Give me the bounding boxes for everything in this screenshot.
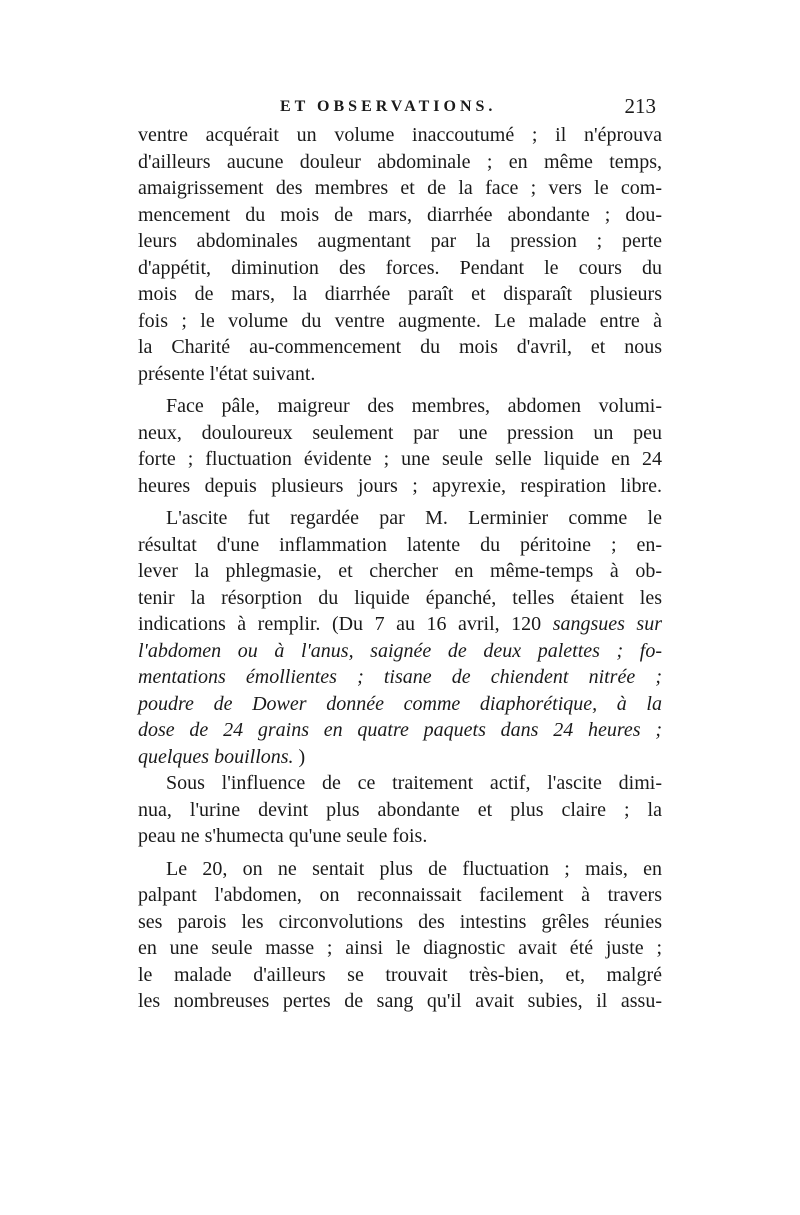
- text-line: l'abdomen ou à l'anus, saignée de deux palettes ; fo-: [138, 639, 662, 662]
- text-line: [138, 744, 662, 771]
- text-line: mentations émollientes ; tisane de chiendent nitrée ;: [138, 666, 662, 688]
- paragraph: [138, 856, 662, 1015]
- italic-span: sangsues sur: [552, 613, 662, 635]
- text-line: forte ; fluctuation évidente ; une seule selle liquide en 24: [138, 448, 662, 470]
- text-line: Sous l'influence de ce traitement actif, l'ascite dimi-: [166, 772, 662, 794]
- paragraph: [138, 505, 662, 770]
- italic-span: quelques bouillons.: [138, 745, 294, 768]
- text-line: tenir la résorption du liquide épanché, telles étaient les: [138, 586, 662, 609]
- text-line: palpant l'abdomen, on reconnaissait facilement à travers: [138, 884, 662, 906]
- text-line: en une seule masse ; ainsi le diagnostic avait été juste ;: [138, 937, 662, 959]
- text-line: Face pâle, maigreur des membres, abdomen volumi-: [166, 395, 662, 417]
- text-span: ): [293, 745, 306, 768]
- paragraph: [138, 770, 662, 850]
- text-line: mencement du mois de mars, diarrhée abondante ; dou-: [138, 203, 662, 226]
- text-line: les nombreuses pertes de sang qu'il avait subies, il assu-: [138, 990, 662, 1012]
- text-line: amaigrissement des membres et de la face ; vers le com-: [138, 177, 662, 199]
- paragraph: [138, 393, 662, 499]
- paragraph: [138, 122, 662, 387]
- text-span: indications à remplir. (Du 7 au 16 avril, 120: [138, 613, 553, 635]
- text-line: mois de mars, la diarrhée paraît et disparaît plusieurs: [138, 283, 662, 305]
- text-line: poudre de Dower donnée comme diaphorétique, à la: [138, 692, 662, 715]
- text-line: lever la phlegmasie, et chercher en même-temps à ob-: [138, 560, 662, 582]
- page-number: 213: [624, 94, 656, 118]
- text-line: d'ailleurs aucune douleur abdominale ; en même temps,: [138, 150, 662, 173]
- text-line: la Charité au-commencement du mois d'avril, et nous: [138, 336, 662, 358]
- text-line: dose de 24 grains en quatre paquets dans 24 heures ;: [138, 719, 662, 741]
- page-header: [170, 92, 660, 122]
- text-line: heures depuis plusieurs jours ; apyrexie, respiration libre.: [138, 474, 662, 497]
- text-line: peau ne s'humecta qu'une seule fois.: [138, 825, 428, 847]
- text-line: [138, 611, 662, 638]
- text-line: leurs abdominales augmentant par la pression ; perte: [138, 230, 662, 252]
- text-line: ses parois les circonvolutions des intestins grêles réunies: [138, 910, 662, 933]
- body-text: [138, 122, 662, 1015]
- text-line: présente l'état suivant.: [138, 362, 316, 385]
- text-line: résultat d'une inflammation latente du péritoine ; en-: [138, 533, 662, 556]
- text-line: L'ascite fut regardée par M. Lerminier comme le: [166, 507, 662, 529]
- running-head: ET OBSERVATIONS.: [280, 98, 497, 115]
- text-line: nua, l'urine devint plus abondante et plus claire ; la: [138, 798, 662, 821]
- text-line: le malade d'ailleurs se trouvait très-bien, et, malgré: [138, 963, 662, 986]
- text-line: fois ; le volume du ventre augmente. Le malade entre à: [138, 309, 662, 332]
- text-line: neux, douloureux seulement par une pression un peu: [138, 421, 662, 444]
- text-line: d'appétit, diminution des forces. Pendant le cours du: [138, 256, 662, 279]
- text-line: Le 20, on ne sentait plus de fluctuation ; mais, en: [166, 857, 662, 880]
- text-line: ventre acquérait un volume inaccoutumé ; il n'éprouva: [138, 124, 662, 146]
